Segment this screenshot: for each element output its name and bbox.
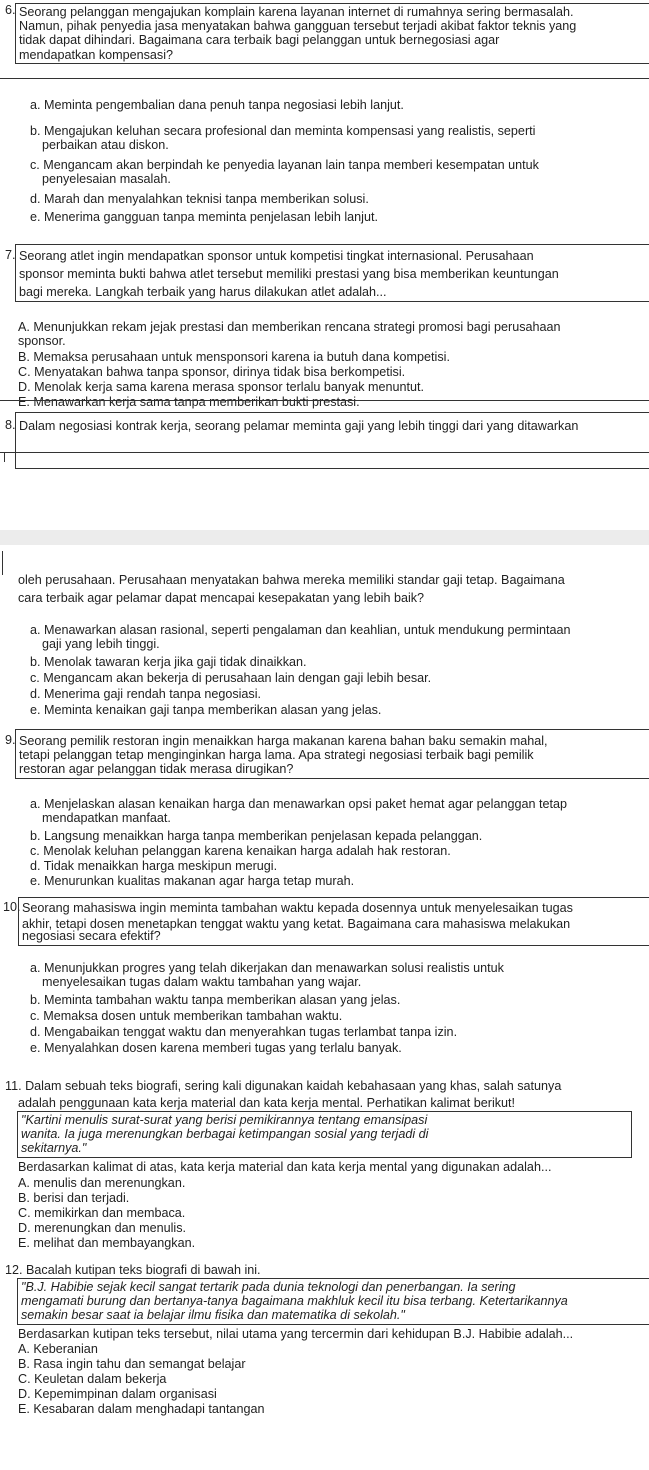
option-b[interactable]: b. Mengajukan keluhan secara profesional dan meminta kompensasi yang realistis, seperti perbaikan atau diskon. (30, 124, 536, 153)
question-number: 8. (5, 418, 16, 432)
option-b[interactable]: b. Menolak tawaran kerja jika gaji tidak dinaikkan. (30, 655, 307, 669)
option-b[interactable]: b. Meminta tambahan waktu tanpa memberikan alasan yang jelas. (30, 993, 401, 1007)
option-c[interactable]: C. memikirkan dan membaca. (18, 1206, 186, 1220)
question-12-prompt: Berdasarkan kutipan teks tersebut, nilai utama yang tercermin dari kehidupan B.J. Habibie adalah... (18, 1327, 574, 1341)
option-e[interactable]: E. Menawarkan kerja sama tanpa memberikan bukti prestasi. (18, 395, 360, 409)
option-c[interactable]: c. Menolak keluhan pelanggan karena kenaikan harga adalah hak restoran. (30, 844, 451, 858)
question-number: 11. (5, 1079, 22, 1093)
scan-mark (4, 452, 5, 462)
option-c[interactable]: c. Memaksa dosen untuk memberikan tambahan waktu. (30, 1009, 343, 1023)
question-number: 10. (3, 900, 21, 914)
option-a[interactable]: A. Menunjukkan rekam jejak prestasi dan memberikan rencana strategi promosi bagi perusahaan sponsor. (18, 320, 561, 349)
option-b[interactable]: b. Langsung menaikkan harga tanpa memberikan penjelasan kepada pelanggan. (30, 829, 483, 843)
divider (0, 78, 649, 79)
option-a[interactable]: a. Menjelaskan alasan kenaikan harga dan menawarkan opsi paket hemat agar pelanggan tetap mendapatkan manfaat. (30, 797, 567, 826)
option-d[interactable]: D. Menolak kerja sama karena merasa sponsor terlalu banyak menuntut. (18, 380, 425, 394)
question-11-prompt: Berdasarkan kalimat di atas, kata kerja material dan kata kerja mental yang digunakan adalah... (18, 1160, 552, 1174)
question-number: 12. (5, 1263, 23, 1277)
page-1 (0, 0, 649, 530)
page-2 (0, 545, 649, 1470)
option-b[interactable]: B. berisi dan terjadi. (18, 1191, 130, 1205)
option-e[interactable]: E. melihat dan membayangkan. (18, 1236, 196, 1250)
option-d[interactable]: d. Tidak menaikkan harga meskipun merugi. (30, 859, 278, 873)
option-a[interactable]: a. Meminta pengembalian dana penuh tanpa negosiasi lebih lanjut. (30, 98, 404, 112)
question-number: 6. (5, 3, 16, 17)
option-e[interactable]: e. Menerima gangguan tanpa meminta penjelasan lebih lanjut. (30, 210, 378, 224)
option-a[interactable]: a. Menunjukkan progres yang telah dikerjakan dan menawarkan solusi realistis untuk menyelesaikan tugas dalam waktu tambahan yang wajar. (30, 961, 504, 990)
option-d[interactable]: d. Mengabaikan tenggat waktu dan menyerahkan tugas terlambat tanpa izin. (30, 1025, 458, 1039)
option-e[interactable]: e. Meminta kenaikan gaji tanpa memberikan alasan yang jelas. (30, 703, 382, 717)
option-d[interactable]: d. Menerima gaji rendah tanpa negosiasi. (30, 687, 262, 701)
question-stem-box: Seorang mahasiswa ingin meminta tambahan waktu kepada dosennya untuk menyelesaikan tugas akhir, tetapi dosen menetapkan tenggat waktu yang ketat. Bagaimana cara mahasiswa melakukan negosiasi secara efektif? (18, 897, 649, 946)
option-a[interactable]: A. Keberanian (18, 1342, 98, 1356)
question-8-continued: oleh perusahaan. Perusahaan menyatakan bahwa mereka memiliki standar gaji tetap. Bagaimana cara terbaik agar pelamar dapat mencapai kesepakatan yang lebih baik? (18, 573, 565, 606)
option-a[interactable]: a. Menawarkan alasan rasional, seperti pengalaman dan keahlian, untuk mendukung permintaan gaji yang lebih tinggi. (30, 623, 571, 652)
divider (0, 400, 649, 401)
option-d[interactable]: d. Marah dan menyalahkan teknisi tanpa memberikan solusi. (30, 192, 369, 206)
question-number: 9. (5, 733, 16, 747)
option-b[interactable]: B. Memaksa perusahaan untuk mensponsori karena ia butuh dana kompetisi. (18, 350, 450, 364)
scan-mark (2, 551, 3, 575)
page-gap (0, 530, 649, 545)
option-c[interactable]: C. Keuletan dalam bekerja (18, 1372, 167, 1386)
question-11-intro-line-2: adalah penggunaan kata kerja material dan kata kerja mental. Perhatikan kalimat berikut! (18, 1096, 516, 1110)
question-11: 11. Dalam sebuah teks biografi, sering kali digunakan kaidah kebahasaan yang khas, salah satunya (5, 1079, 562, 1093)
quote-box: "B.J. Habibie sejak kecil sangat tertarik pada dunia teknologi dan penerbangan. Ia sering mengamati burung dan bertanya-tanya bagaimana makhluk kecil itu bisa terbang. Ketertarikannya semakin besar saat ia belajar ilmu fisika dan matematika di sekolah." (17, 1278, 649, 1325)
question-12: 12. Bacalah kutipan teks biografi di bawah ini. (5, 1263, 261, 1277)
option-c[interactable]: c. Mengancam akan berpindah ke penyedia layanan lain tanpa memberi kesempatan untuk penyelesaian masalah. (30, 158, 539, 187)
divider (0, 452, 649, 453)
option-b[interactable]: B. Rasa ingin tahu dan semangat belajar (18, 1357, 246, 1371)
question-stem-box: Seorang pelanggan mengajukan komplain karena layanan internet di rumahnya sering bermasalah. Namun, pihak penyedia jasa menyatakan bahwa gangguan tersebut terjadi akibat faktor teknis yang tidak dapat dihindari. Bagaimana cara terbaik bagi pelanggan untuk bernegosiasi agar mendapatkan kompensasi? (15, 3, 649, 64)
option-e[interactable]: e. Menurunkan kualitas makanan agar harga tetap murah. (30, 874, 355, 888)
question-number: 7. (5, 248, 16, 262)
option-e[interactable]: E. Kesabaran dalam menghadapi tantangan (18, 1402, 265, 1416)
quote-box: "Kartini menulis surat-surat yang berisi pemikirannya tentang emansipasi wanita. Ia juga merenungkan berbagai ketimpangan sosial yang terjadi di sekitarnya." (17, 1111, 632, 1158)
question-stem-box: Dalam negosiasi kontrak kerja, seorang pelamar meminta gaji yang lebih tinggi dari yang ditawarkan (15, 412, 649, 469)
question-stem-box: Seorang pemilik restoran ingin menaikkan harga makanan karena bahan baku semakin mahal, tetapi pelanggan tetap menginginkan harga lama. Apa strategi negosiasi terbaik bagi pemilik restoran agar pelanggan tidak merasa dirugikan? (15, 729, 649, 779)
option-c[interactable]: C. Menyatakan bahwa tanpa sponsor, dirinya tidak bisa berkompetisi. (18, 365, 406, 379)
option-e[interactable]: e. Menyalahkan dosen karena memberi tugas yang terlalu banyak. (30, 1041, 402, 1055)
option-c[interactable]: c. Mengancam akan bekerja di perusahaan lain dengan gaji lebih besar. (30, 671, 432, 685)
question-stem-box: Seorang atlet ingin mendapatkan sponsor untuk kompetisi tingkat internasional. Perusahaan sponsor meminta bukti bahwa atlet tersebut memiliki prestasi yang bisa memberikan keuntungan bagi mereka. Langkah terbaik yang harus dilakukan atlet adalah... (15, 244, 649, 302)
option-a[interactable]: A. menulis dan merenungkan. (18, 1176, 186, 1190)
option-d[interactable]: D. merenungkan dan menulis. (18, 1221, 187, 1235)
option-d[interactable]: D. Kepemimpinan dalam organisasi (18, 1387, 217, 1401)
